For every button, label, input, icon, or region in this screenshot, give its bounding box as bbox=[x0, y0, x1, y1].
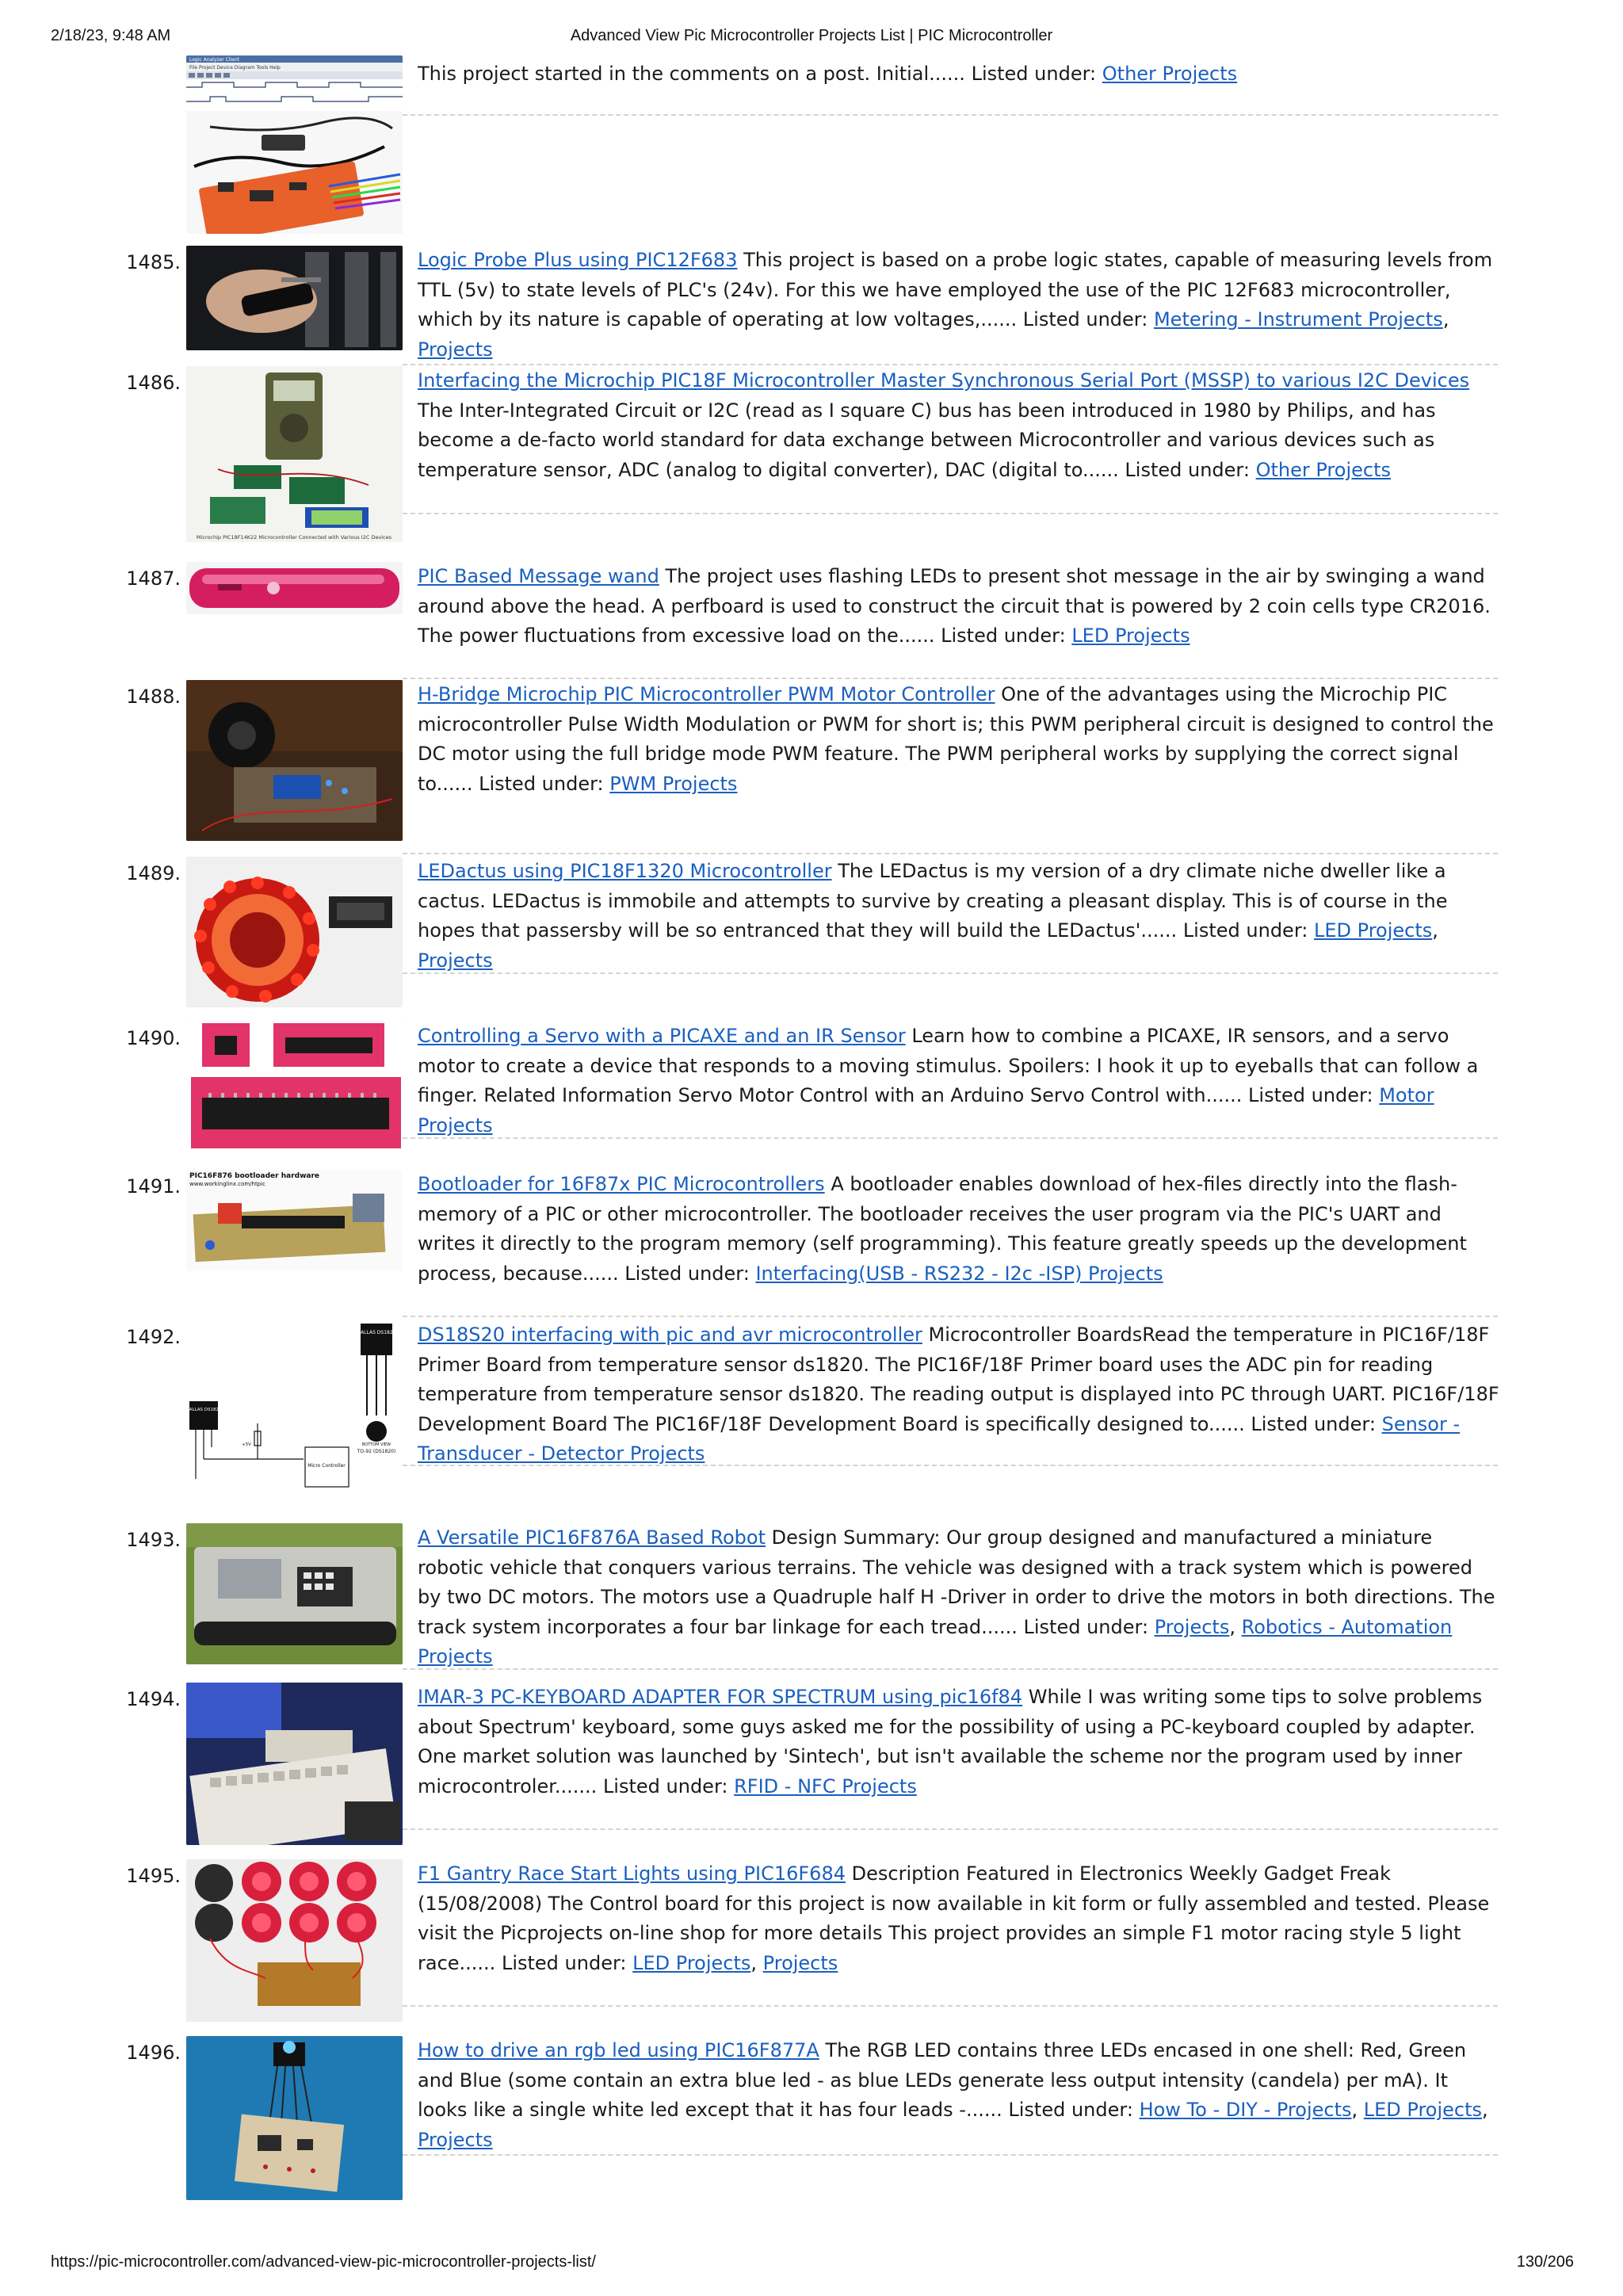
entry-text bbox=[418, 1170, 1502, 1289]
project-thumbnail[interactable] bbox=[186, 366, 403, 542]
voltage-label: +5V bbox=[242, 1442, 251, 1447]
entry-description: The project uses flashing LEDs to present shot message in the air by swinging a wand around above the head. A perfboard is used to construct the circuit that is powered by 2 coin cells type CR2016. The power fluctuations from excessive load on the...... bbox=[418, 565, 1491, 647]
category-link[interactable]: RFID - NFC Projects bbox=[734, 1775, 917, 1797]
entry-divider bbox=[403, 1316, 1498, 1317]
bootloader-hardware-image bbox=[186, 1170, 403, 1271]
entry-description: Microcontroller BoardsRead the temperature in PIC16F/18F Primer Board from temperature sensor ds1820. The PIC16F/18F Primer board uses the ADC pin for reading temperature from temperature sensor ds1820. The reading output is displayed into PC through UART. PIC16F/18F Development Board The PIC16F/18F Development Board is specifically designed to...... bbox=[418, 1324, 1499, 1435]
project-thumbnail[interactable] bbox=[186, 1523, 403, 1664]
window-title: Logic Analyzer Client bbox=[189, 57, 239, 63]
project-title-link[interactable]: IMAR-3 PC-KEYBOARD ADAPTER FOR SPECTRUM using pic16f84 bbox=[418, 1686, 1023, 1708]
category-link[interactable]: Sensor - Transducer - Detector Projects bbox=[418, 1412, 1461, 1465]
logic-probe-image bbox=[186, 246, 403, 350]
entry-divider bbox=[403, 1668, 1498, 1670]
entry-description: A bootloader enables download of hex-files directly into the flash-memory of a PIC or other microcontroller. The bootloader receives the user program via the PIC's UART and writes it directly to the program memory (self programming). This feature greatly speeds up the development process, because...... bbox=[418, 1173, 1467, 1285]
image-caption: PIC16F876 bootloader hardware bbox=[189, 1172, 320, 1180]
listed-under-label: Listed under: bbox=[1182, 919, 1308, 942]
ds18s20-schematic-image bbox=[186, 1320, 403, 1491]
entry-description: Learn how to combine a PICAXE, IR sensors, and a servo motor to create a device that responds to a moving stimulus. Spoilers: I hook it up to eyeballs that can follow a finger. Related Information Servo Motor Control with an Arduino Servo Control with...... bbox=[418, 1025, 1479, 1106]
menu-bar: File Project Device Diagram Tools Help bbox=[189, 65, 281, 71]
entry-description: Design Summary: Our group designed and manufactured a miniature robotic vehicle that conquers various terrains. The vehicle was designed with a track system which is powered by two DC motors. The motors use a Quadruple half H -Driver in order to drive the motors in both directions. The track system incorporates a four bar linkage for each tread...... bbox=[418, 1526, 1495, 1638]
category-link[interactable]: LED Projects bbox=[1071, 625, 1190, 647]
entry-number: 1492. bbox=[126, 1326, 181, 1348]
project-title-link[interactable]: Interfacing the Microchip PIC18F Microcontroller Master Synchronous Serial Port (MSSP) to various I2C Devices bbox=[418, 369, 1470, 392]
entry-number: 1494. bbox=[126, 1688, 181, 1710]
print-url: https://pic-microcontroller.com/advanced-view-pic-microcontroller-projects-list/ bbox=[51, 2253, 596, 2271]
package-label: TO-92 (DS1820) bbox=[357, 1449, 396, 1454]
entry-description: The RGB LED contains three LEDs encased in one shell: Red, Green and Blue (some contain an extra blue led - as blue LEDs generate less output intensity (candela) per mA). It looks like a single white led except that it has four leads -...... bbox=[418, 2039, 1467, 2121]
entry-divider bbox=[403, 678, 1498, 679]
chip-label: DALLAS DS1820 bbox=[357, 1330, 396, 1335]
print-page-title: Advanced View Pic Microcontroller Projects List | PIC Microcontroller bbox=[570, 27, 1053, 44]
category-link[interactable]: Projects bbox=[418, 338, 493, 361]
entry-divider bbox=[403, 2154, 1498, 2156]
entry-divider bbox=[403, 513, 1498, 514]
entry-divider bbox=[403, 364, 1498, 365]
entry-divider bbox=[403, 1137, 1498, 1139]
entry-number: 1487. bbox=[126, 567, 181, 590]
image-caption: Microchip PIC18F14K22 Microcontroller Connected with Various I2C Devices bbox=[196, 534, 392, 541]
project-thumbnail[interactable] bbox=[186, 1683, 403, 1845]
entry-description: The Inter-Integrated Circuit or I2C (read as I square C) bus has been introduced in 1980 by Philips, and has become a de-facto world standard for data exchange between Microcontroller and various devices such as temperature sensor, ADC (analog to digital converter), DAC (digital to...... bbox=[418, 399, 1436, 481]
listed-under-label: Listed under: bbox=[971, 63, 1097, 85]
category-link[interactable]: Other Projects bbox=[1255, 458, 1391, 481]
entry-number: 1490. bbox=[126, 1027, 181, 1049]
project-title-link[interactable]: DS18S20 interfacing with pic and avr microcontroller bbox=[418, 1324, 922, 1346]
project-title-link[interactable]: How to drive an rgb led using PIC16F877A bbox=[418, 2039, 819, 2061]
listed-under-label: Listed under: bbox=[1022, 308, 1148, 330]
entry-description: Description Featured in Electronics Weekly Gadget Freak (15/08/2008) The Control board for this project is now available in kit form or fully assembled and tested. Please visit the Picprojects on-line shop for more details This project provides an simple F1 motor racing style 5 light race...... bbox=[418, 1862, 1490, 1974]
entry-description: This project started in the comments on a post. Initial...... bbox=[418, 63, 965, 85]
project-thumbnail[interactable] bbox=[186, 55, 403, 234]
ledactus-image bbox=[186, 857, 403, 1007]
project-title-link[interactable]: Controlling a Servo with a PICAXE and an IR Sensor bbox=[418, 1025, 906, 1047]
entry-text: F1 Gantry Race Start Lights using PIC16F684 Description Featured in Electronics Weekly Gadget Freak (15/08/2008) The Control board for this project is now available in kit form or fully assembled and tested. Please visit the Picprojects on-line shop for more details This project provides an simple F1 motor racing style 5 light race...... Listed under: LED Projects, Projects bbox=[418, 1862, 1490, 1974]
entry-number: 1485. bbox=[126, 251, 181, 273]
entry-text: How to drive an rgb led using PIC16F877A The RGB LED contains three LEDs encased in one shell: Red, Green and Blue (some contain an extra blue led - as blue LEDs generate less output intensity (candela) per mA). It looks like a single white led except that it has four leads -...... Listed under: How To - DIY - Projects, LED Projects, Projects bbox=[418, 2039, 1488, 2151]
keyboard-adapter-image bbox=[186, 1683, 403, 1845]
category-link[interactable]: Robotics - Automation Projects bbox=[418, 1615, 1453, 1668]
entry-text bbox=[418, 562, 1502, 651]
project-title-link[interactable]: PIC Based Message wand bbox=[418, 565, 659, 587]
rgb-led-image bbox=[186, 2036, 403, 2200]
project-thumbnail[interactable] bbox=[186, 1170, 403, 1271]
mcu-label: Micro Controller bbox=[307, 1463, 346, 1469]
category-link[interactable]: LED Projects bbox=[632, 1951, 751, 1974]
entry-text: A Versatile PIC16F876A Based Robot Design Summary: Our group designed and manufactured a miniature robotic vehicle that conquers various terrains. The vehicle was designed with a track system which is powered by two DC motors. The motors use a Quadruple half H -Driver in order to drive the motors in both directions. The track system incorporates a four bar linkage for each tread...... Listed under: Projects, Robotics - Automation Projects bbox=[418, 1526, 1495, 1668]
print-footer bbox=[0, 2253, 1623, 2274]
category-link[interactable]: Projects bbox=[418, 949, 493, 972]
category-link[interactable]: Projects bbox=[418, 2128, 493, 2151]
message-wand-image bbox=[186, 562, 403, 614]
project-title-link[interactable]: LEDactus using PIC18F1320 Microcontroller bbox=[418, 860, 832, 882]
entry-text: LEDactus using PIC18F1320 Microcontroller The LEDactus is my version of a dry climate niche dweller like a cactus. LEDactus is immobile and attempts to survive by creating a pleasant display. This is of course in the hopes that passersby will be so entranced that they will build the LEDactus'...... Listed under: LED Projects, Projects bbox=[418, 860, 1448, 972]
listed-under-label: Listed under: bbox=[602, 1775, 728, 1797]
entry-description: While I was writing some tips to solve problems about Spectrum' keyboard, some guys asked me for the possibility of using a PC-keyboard coupled by adapter. One market solution was launched by 'Sintech', but isn't available the scheme nor the program used by inner microcontroler....... bbox=[418, 1686, 1483, 1797]
entry-number: 1486. bbox=[126, 372, 181, 394]
entry-text bbox=[418, 1022, 1502, 1140]
robot-image bbox=[186, 1523, 403, 1664]
logic-analyzer-image bbox=[186, 55, 403, 234]
project-thumbnail[interactable] bbox=[186, 1859, 403, 2022]
entry-text bbox=[418, 1320, 1502, 1469]
listed-under-label: Listed under: bbox=[1023, 1615, 1149, 1638]
category-link[interactable]: PWM Projects bbox=[609, 772, 738, 795]
category-link[interactable]: LED Projects bbox=[1314, 919, 1433, 942]
project-thumbnail[interactable] bbox=[186, 2036, 403, 2200]
project-title-link[interactable]: Bootloader for 16F87x PIC Microcontrollers bbox=[418, 1173, 825, 1195]
entry-divider bbox=[403, 1465, 1498, 1466]
project-thumbnail[interactable] bbox=[186, 680, 403, 841]
category-link[interactable]: Motor Projects bbox=[418, 1084, 1434, 1137]
entry-divider bbox=[403, 853, 1498, 854]
pwm-motor-controller-image bbox=[186, 680, 403, 841]
listed-under-label: Listed under: bbox=[1125, 458, 1250, 481]
category-link[interactable]: Metering - Instrument Projects bbox=[1153, 308, 1443, 330]
entry-description: This project is based on a probe logic states, capable of measuring levels from TTL (5v) to state levels of PLC's (24v). For this we have employed the use of the PIC 12F683 microcontroller, which by its nature is capable of operating at low voltages,...... bbox=[418, 249, 1493, 330]
entry-divider bbox=[403, 1828, 1498, 1830]
category-link[interactable]: Projects bbox=[1154, 1615, 1230, 1638]
entry-text bbox=[418, 680, 1502, 799]
pin-label: BOTTOM VIEW bbox=[361, 1442, 391, 1447]
project-thumbnail[interactable] bbox=[186, 246, 403, 350]
image-caption: www.workinglinx.com/htpic bbox=[189, 1181, 265, 1187]
listed-under-label: Listed under: bbox=[624, 1262, 750, 1285]
listed-under-label: Listed under: bbox=[1251, 1412, 1376, 1435]
project-title-link[interactable]: Logic Probe Plus using PIC12F683 bbox=[418, 249, 738, 271]
listed-under-label: Listed under: bbox=[501, 1951, 627, 1974]
listed-under-label: Listed under: bbox=[941, 625, 1066, 647]
project-thumbnail[interactable] bbox=[186, 857, 403, 1007]
listed-under-label: Listed under: bbox=[1008, 2099, 1133, 2121]
picaxe-chips-image bbox=[186, 1022, 403, 1152]
entry-text bbox=[418, 59, 1502, 90]
project-thumbnail[interactable] bbox=[186, 1022, 403, 1152]
entry-number: 1495. bbox=[126, 1865, 181, 1887]
category-link[interactable]: LED Projects bbox=[1363, 2099, 1483, 2121]
project-title-link[interactable]: H-Bridge Microchip PIC Microcontroller PWM Motor Controller bbox=[418, 683, 995, 705]
entry-text bbox=[418, 1683, 1502, 1801]
entry-number: 1496. bbox=[126, 2042, 181, 2064]
entry-number: 1493. bbox=[126, 1529, 181, 1551]
project-thumbnail[interactable] bbox=[186, 1320, 403, 1491]
listed-under-label: Listed under: bbox=[479, 772, 604, 795]
entry-text bbox=[418, 366, 1502, 485]
f1-start-lights-image bbox=[186, 1859, 403, 2022]
category-link[interactable]: How To - DIY - Projects bbox=[1139, 2099, 1352, 2121]
category-link[interactable]: Interfacing(USB - RS232 - I2c -ISP) Projects bbox=[755, 1262, 1163, 1285]
project-title-link[interactable]: A Versatile PIC16F876A Based Robot bbox=[418, 1526, 766, 1549]
entry-divider bbox=[403, 114, 1498, 116]
listed-under-label: Listed under: bbox=[1248, 1084, 1373, 1106]
project-title-link[interactable]: F1 Gantry Race Start Lights using PIC16F684 bbox=[418, 1862, 846, 1885]
page-number: 130/206 bbox=[1516, 2253, 1574, 2271]
category-link[interactable]: Other Projects bbox=[1102, 63, 1238, 85]
entry-divider bbox=[403, 972, 1498, 974]
entry-text: Logic Probe Plus using PIC12F683 This project is based on a probe logic states, capable of measuring levels from TTL (5v) to state levels of PLC's (24v). For this we have employed the use of the PIC 12F683 microcontroller, which by its nature is capable of operating at low voltages,...... Listed under: Metering - Instrument Projects, Projects bbox=[418, 249, 1493, 361]
entry-description: The LEDactus is my version of a dry climate niche dweller like a cactus. LEDactus is immobile and attempts to survive by creating a pleasant display. This is of course in the hopes that passersby will be so entranced that they will build the LEDactus'...... bbox=[418, 860, 1448, 942]
print-datetime: 2/18/23, 9:48 AM bbox=[51, 27, 171, 44]
project-thumbnail[interactable] bbox=[186, 562, 403, 614]
chip-label: DALLAS DS1820 bbox=[186, 1408, 222, 1412]
entry-description: One of the advantages using the Microchip PIC microcontroller Pulse Width Modulation or PWM for short is; this PWM peripheral circuit is designed to control the DC motor using the full bridge mode PWM feature. The PWM peripheral works by supplying the correct signal to...... bbox=[418, 683, 1494, 795]
entry-number: 1489. bbox=[126, 862, 181, 884]
entry-number: 1491. bbox=[126, 1175, 181, 1198]
print-header bbox=[0, 27, 1623, 48]
entry-number: 1488. bbox=[126, 686, 181, 708]
i2c-devices-image bbox=[186, 366, 403, 542]
category-link[interactable]: Projects bbox=[762, 1951, 838, 1974]
entry-divider bbox=[403, 2005, 1498, 2007]
